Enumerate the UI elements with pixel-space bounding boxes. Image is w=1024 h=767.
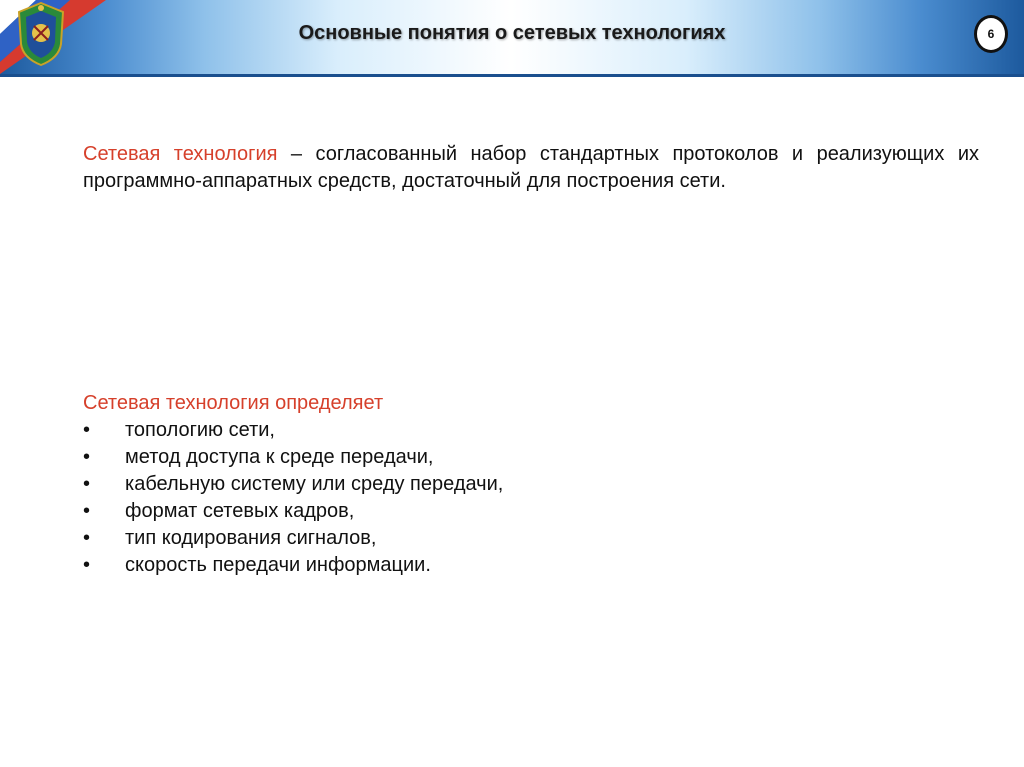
list-item [83, 498, 783, 525]
list-item [83, 552, 783, 579]
list-item [83, 471, 783, 498]
determines-list [83, 390, 783, 579]
list-item [83, 444, 783, 471]
bullet: • [83, 527, 91, 549]
list-item [83, 525, 783, 552]
bullet: • [83, 554, 91, 576]
list-item-text: метод доступа к среде передачи, [125, 446, 434, 468]
list-item-text: тип кодирования сигналов, [125, 527, 377, 549]
list-item-text: формат сетевых кадров, [125, 500, 355, 522]
definition-text: – согласованный набор стандартных протоколов и реализующих их программно-аппаратных средств, достаточный для построения сети. [83, 143, 979, 192]
bullet: • [83, 473, 91, 495]
list-title: Сетевая технология определяет [83, 392, 384, 414]
list-item-text: скорость передачи информации. [125, 554, 431, 576]
bullet: • [83, 419, 91, 441]
list-item-text: кабельную систему или среду передачи, [125, 473, 504, 495]
page-number-badge: 6 [974, 15, 1008, 53]
bullet: • [83, 500, 91, 522]
list-item [83, 417, 783, 444]
header-divider [0, 74, 1024, 77]
list-item-text: топологию сети, [125, 419, 275, 441]
definition-paragraph [83, 141, 979, 195]
definition-term: Сетевая технология [83, 143, 278, 165]
slide-title: Основные понятия о сетевых технологиях [298, 22, 726, 44]
bullet: • [83, 446, 91, 468]
